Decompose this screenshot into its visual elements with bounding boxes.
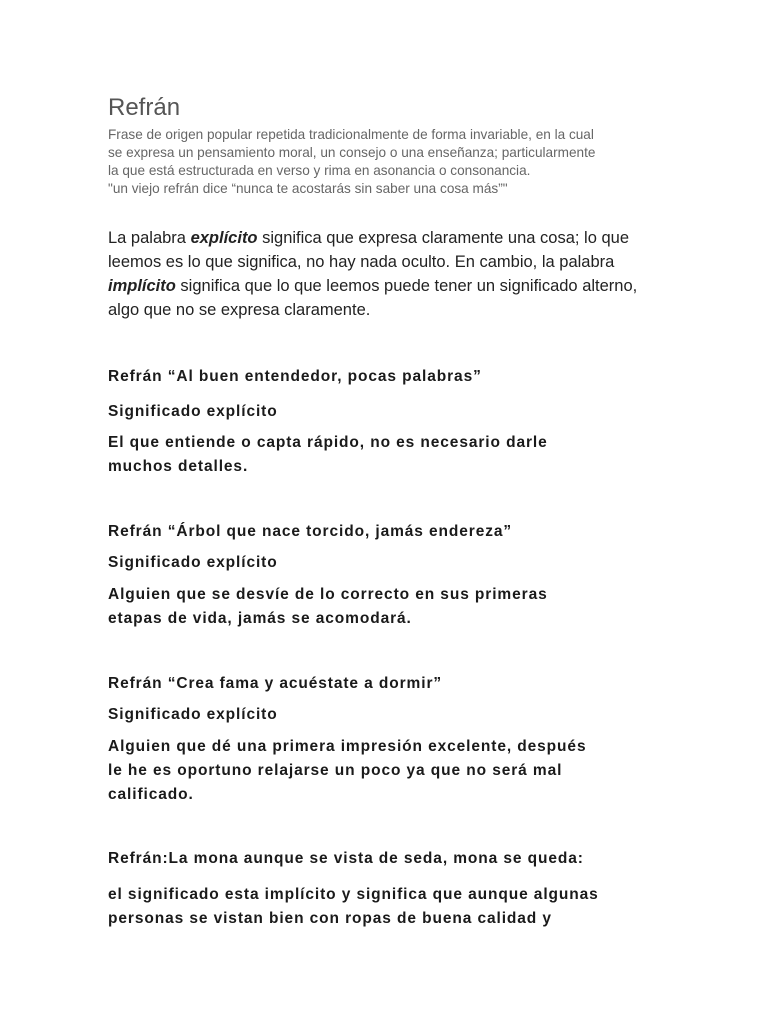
keyword-explicito: explícito [190,229,258,247]
definition-example-line: "un viejo refrán dice “nunca te acostarás sin saber una cosa más”" [108,181,508,196]
meaning-body-line: le he es oportuno relajarse un poco ya que no será mal [108,762,563,779]
intro-text: significa que lo que leemos puede tener un significado alterno, algo que no se expresa claramente. [108,277,638,319]
meaning-body-line: muchos detalles. [108,458,249,475]
meaning-body-line: personas se vistan bien con ropas de buena calidad y [108,910,552,927]
meaning-body-line: calificado. [108,786,194,803]
meaning-subheading: Significado explícito [108,403,278,420]
keyword-implicito: implícito [108,277,176,295]
meaning-body-line: Alguien que dé una primera impresión excelente, después [108,738,587,755]
proverb-heading: Refrán “Árbol que nace torcido, jamás endereza” [108,523,513,540]
proverb-heading: Refrán “Al buen entendedor, pocas palabras” [108,368,482,385]
intro-paragraph [108,226,668,322]
meaning-body-line: El que entiende o capta rápido, no es necesario darle [108,434,548,451]
document-title: Refrán [108,94,181,121]
proverb-heading: Refrán:La mona aunque se vista de seda, mona se queda: [108,850,584,867]
meaning-subheading: Significado explícito [108,554,278,571]
proverb-heading: Refrán “Crea fama y acuéstate a dormir” [108,675,443,692]
meaning-subheading: Significado explícito [108,706,278,723]
intro-text: significa que expresa claramente una cosa; lo que leemos es lo que significa, no hay nada oculto. En cambio, la palabra [108,229,629,271]
intro-text: La palabra [108,229,191,247]
meaning-body-line: el significado esta implícito y significa que aunque algunas [108,886,599,903]
definition-line: se expresa un pensamiento moral, un consejo o una enseñanza; particularmente [108,145,596,160]
definition-line: Frase de origen popular repetida tradicionalmente de forma invariable, en la cual [108,127,594,142]
meaning-body-line: Alguien que se desvíe de lo correcto en sus primeras [108,586,548,603]
meaning-body-line: etapas de vida, jamás se acomodará. [108,610,412,627]
definition-line: la que está estructurada en verso y rima en asonancia o consonancia. [108,163,531,178]
